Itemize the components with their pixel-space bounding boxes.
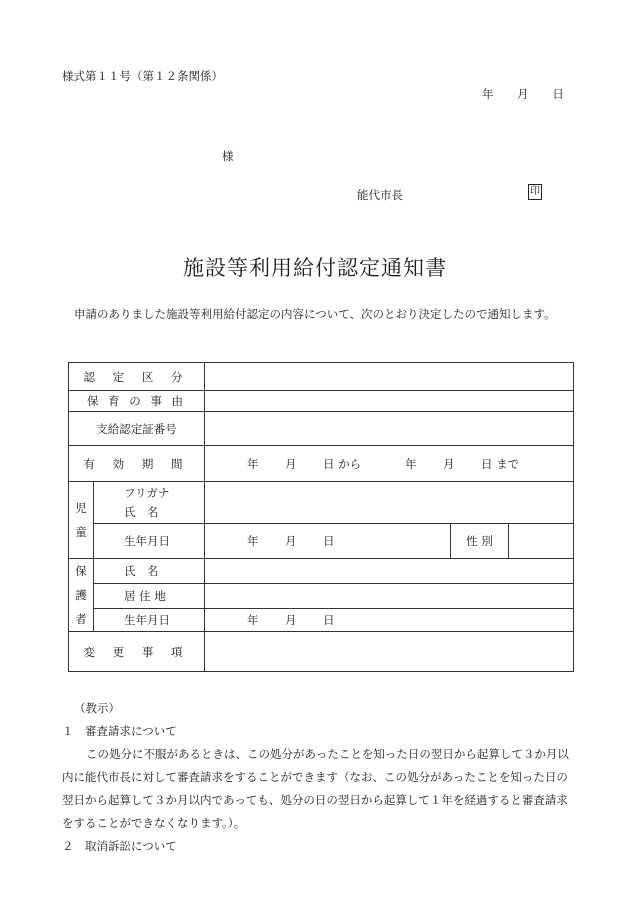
- value-valid-period: [205, 446, 574, 482]
- period-start-month: 月: [285, 456, 297, 471]
- period-end-month: 月: [443, 456, 455, 471]
- value-cert-number: [205, 412, 574, 446]
- instructions-item1-body: この処分に不服があるときは、この処分があったことを知った日の翌日から起算して３か月以内に能代市長に対して審査請求をすることができます（なお、この処分があったことを知った日の翌日から起算して３か月以内であっても、処分の日の翌日から起算して１年を経過すると審査請求をすることができなくなります。）。: [62, 747, 569, 830]
- instructions-heading: （教示）: [74, 701, 120, 715]
- guardian-birth-month: 月: [285, 613, 297, 627]
- form-number: 様式第１１号（第１２条関係）: [62, 69, 223, 83]
- date-day: 日: [552, 87, 564, 101]
- value-care-reason: [205, 391, 574, 412]
- label-cert-category: 認 定 区 分: [69, 363, 205, 391]
- period-end-year: 年: [405, 456, 417, 471]
- value-guardian-address: [205, 584, 574, 609]
- period-end-day: 日 まで: [481, 456, 520, 471]
- label-guardian: 保 護 者: [69, 559, 94, 632]
- label-valid-period: 有 効 期 間: [69, 446, 205, 482]
- row-cert-category: [69, 363, 574, 391]
- instructions-item2-title: ２ 取消訴訟について: [62, 839, 177, 853]
- instructions-item1-title: １ 審査請求について: [62, 724, 177, 738]
- child-birth-month: 月: [285, 534, 297, 548]
- addressee-suffix: 様: [222, 149, 234, 163]
- guardian-birth-day: 日: [323, 613, 335, 627]
- row-cert-number: [69, 412, 574, 446]
- date-month: 月: [517, 87, 529, 101]
- label-guardian-address: 居 住 地: [94, 584, 205, 609]
- label-child: 児 童: [69, 482, 94, 559]
- child-birth-year: 年: [247, 534, 259, 548]
- row-child-birth: [69, 524, 574, 559]
- value-guardian-name: [205, 559, 574, 584]
- row-child-name: [69, 482, 574, 524]
- seal-mark: 印: [528, 184, 542, 200]
- child-birth-day: 日: [323, 534, 335, 548]
- document-title: 施設等利用給付認定通知書: [183, 256, 447, 280]
- lead-text: 申請のありました施設等利用給付認定の内容について、次のとおり決定したので通知します。: [74, 307, 556, 321]
- value-cert-category: [205, 363, 574, 391]
- row-guardian-address: [69, 584, 574, 609]
- label-sex: 性 別: [451, 524, 509, 559]
- value-guardian-birth: [205, 609, 574, 632]
- label-care-reason: 保 育 の 事 由: [69, 391, 205, 412]
- date-year: 年: [482, 87, 494, 101]
- label-child-birth: 生年月日: [94, 524, 205, 559]
- guardian-birth-year: 年: [247, 613, 259, 627]
- issue-date: [482, 86, 564, 102]
- period-start-year: 年: [247, 456, 259, 471]
- label-name: 氏 名: [124, 504, 159, 519]
- value-child-name: [205, 482, 574, 524]
- label-guardian-name: 氏 名: [94, 559, 205, 584]
- value-changes: [205, 632, 574, 672]
- row-changes: [69, 632, 574, 672]
- label-child-name: [94, 482, 205, 524]
- value-child-birth: [205, 524, 451, 559]
- row-guardian-birth: [69, 609, 574, 632]
- label-changes: 変 更 事 項: [69, 632, 205, 672]
- row-guardian-name: [69, 559, 574, 584]
- row-care-reason: [69, 391, 574, 412]
- row-valid-period: [69, 446, 574, 482]
- label-cert-number: 支給認定証番号: [69, 412, 205, 446]
- value-sex: [509, 524, 574, 559]
- period-start-day: 日 から: [323, 456, 362, 471]
- label-furigana: フリガナ: [124, 485, 170, 500]
- issuer-name: 能代市長: [357, 188, 403, 202]
- label-guardian-birth: 生年月日: [94, 609, 205, 632]
- certification-table: [68, 362, 574, 672]
- instructions-section: [62, 697, 577, 858]
